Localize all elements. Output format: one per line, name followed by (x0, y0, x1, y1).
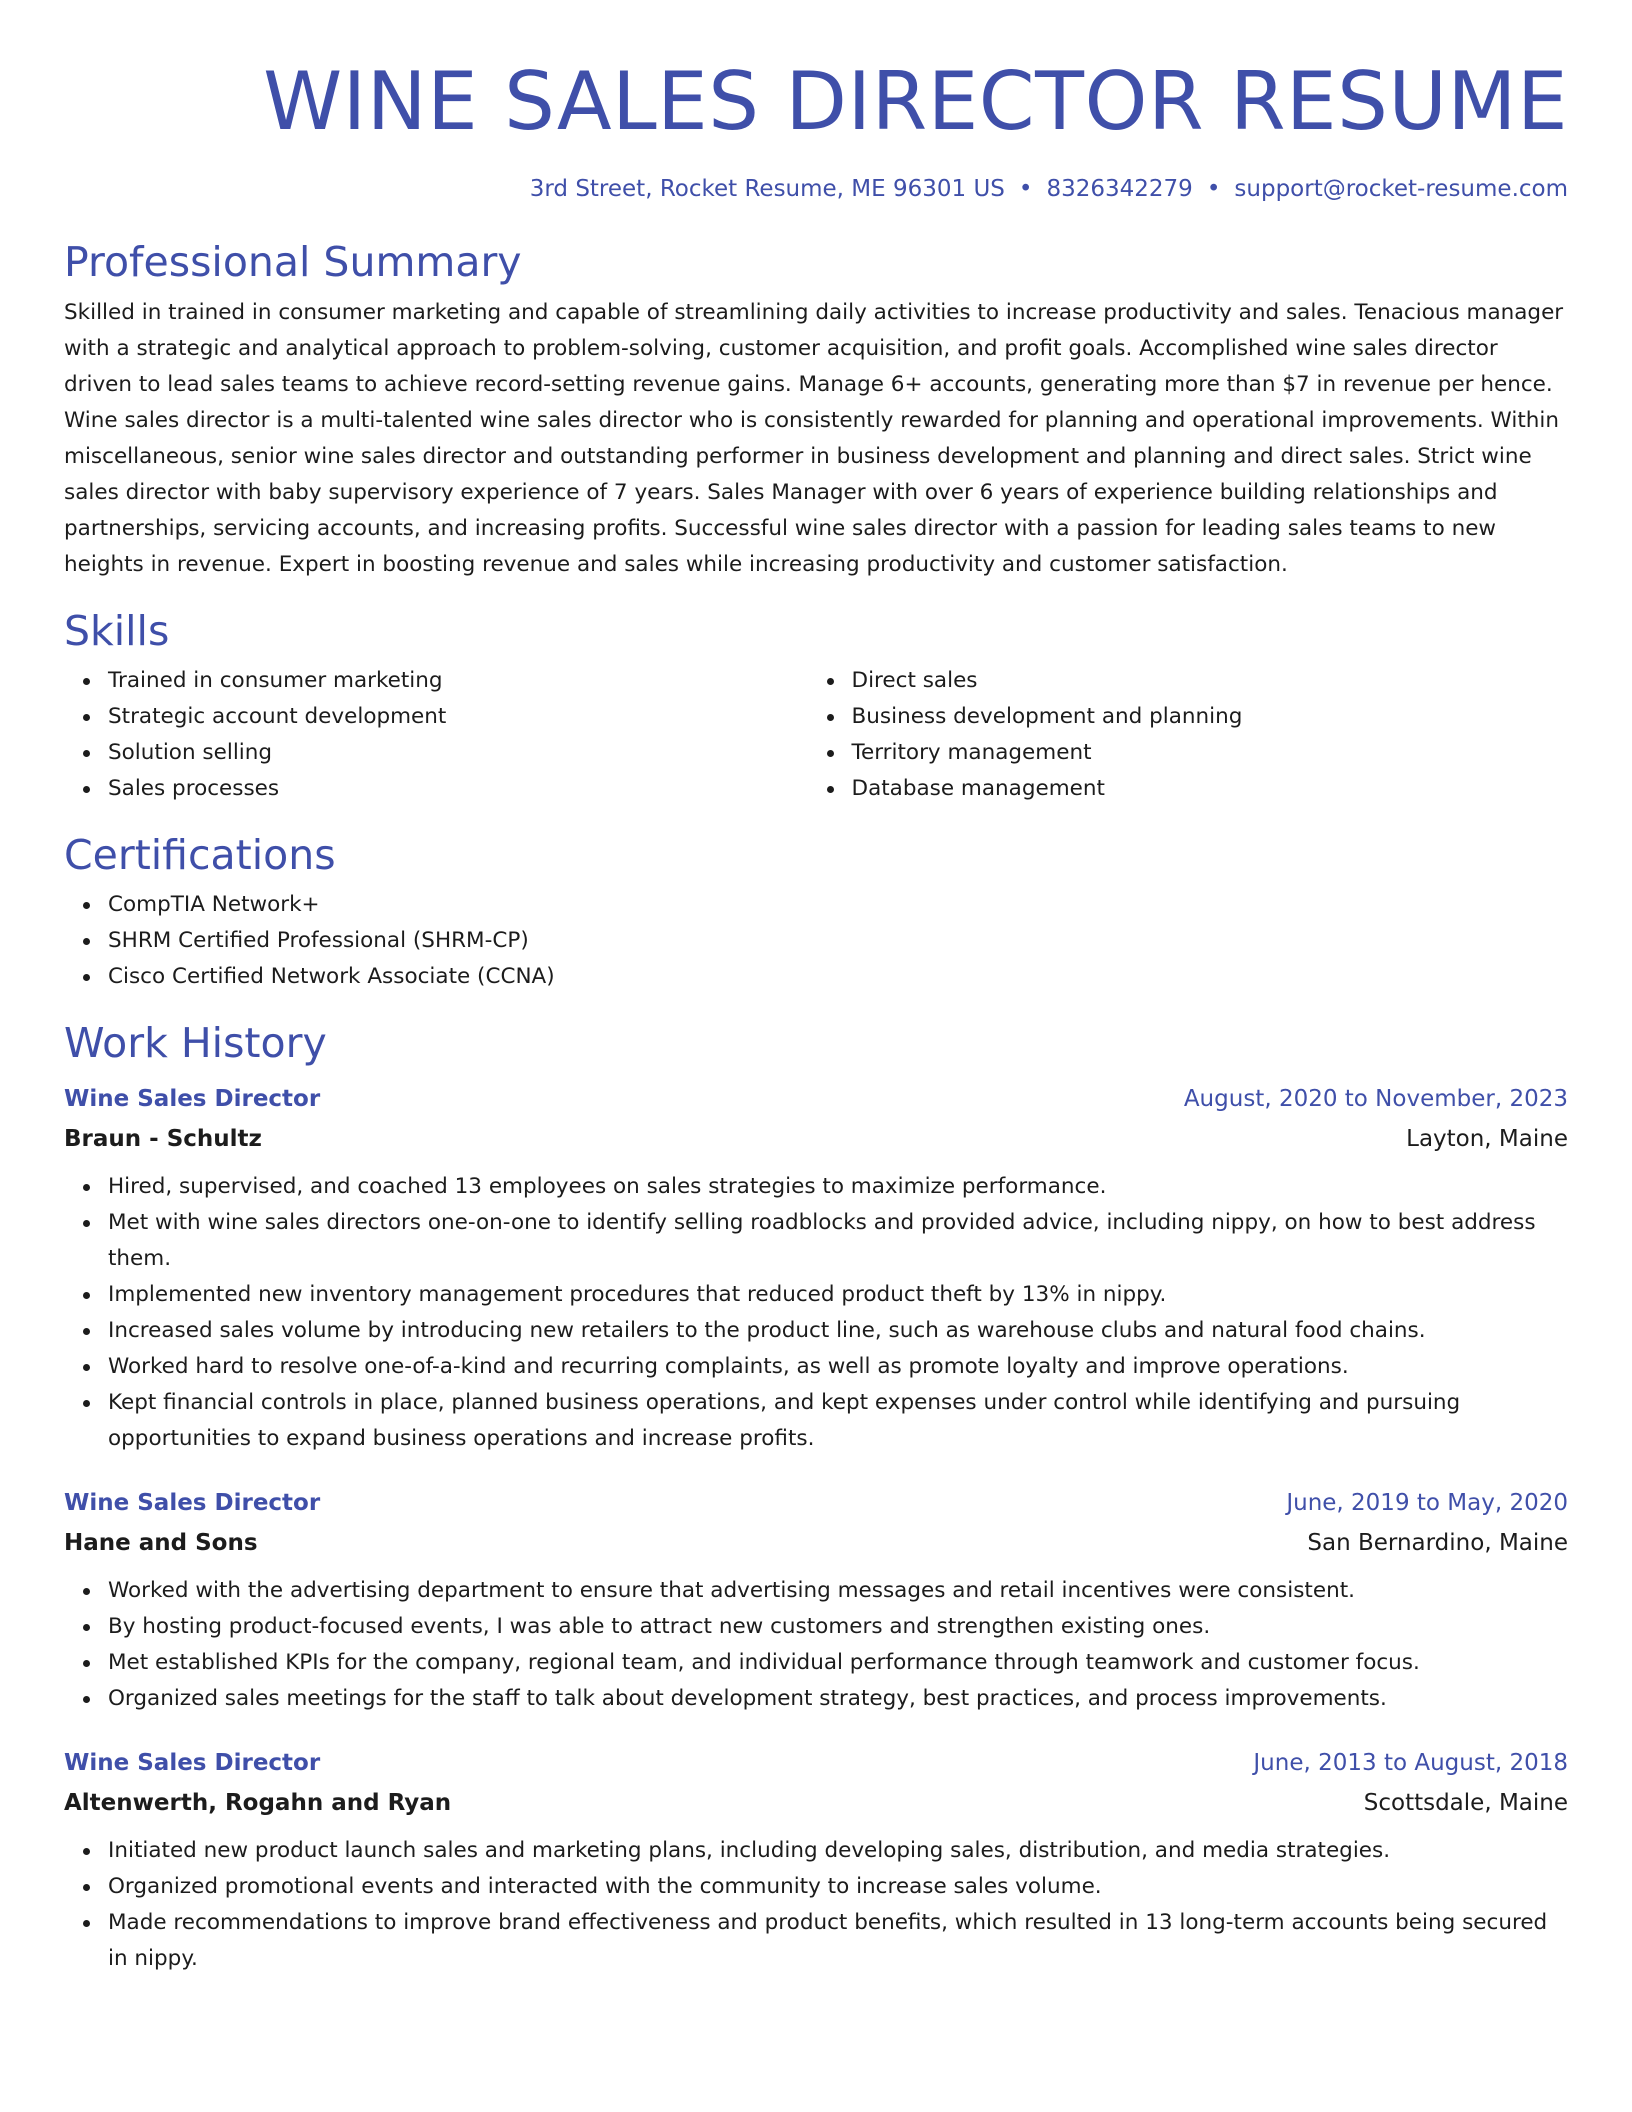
contact-phone: 8326342279 (1046, 176, 1193, 202)
skills-column-left (64, 663, 808, 807)
skill-item: Direct sales (852, 663, 1568, 699)
job-bullet: Implemented new inventory management procedures that reduced product theft by 13% in nippy. (108, 1277, 1568, 1313)
summary-heading: Professional Summary (64, 238, 522, 286)
skills-list (64, 663, 1568, 807)
certification-item: SHRM Certified Professional (SHRM-CP) (108, 923, 1568, 959)
job-header (64, 1743, 1568, 1783)
job-location: Scottsdale, Maine (1363, 1790, 1568, 1816)
job-title: Wine Sales Director (64, 1490, 321, 1516)
job-bullet: Organized promotional events and interacted with the community to increase sales volume. (108, 1869, 1568, 1905)
job-entry (64, 1743, 1568, 1977)
job-subheader (64, 1119, 1568, 1159)
job-bullet: Met established KPIs for the company, regional team, and individual performance through teamwork and customer focus. (108, 1645, 1568, 1681)
job-dates: June, 2013 to August, 2018 (1253, 1750, 1568, 1776)
certification-item: Cisco Certified Network Associate (CCNA) (108, 959, 1568, 995)
job-bullet: Worked hard to resolve one-of-a-kind and recurring complaints, as well as promote loyalty and improve operations. (108, 1349, 1568, 1385)
skill-item: Solution selling (108, 735, 808, 771)
certifications-list (64, 887, 1568, 995)
job-title: Wine Sales Director (64, 1086, 321, 1112)
skill-item: Database management (852, 771, 1568, 807)
job-title: Wine Sales Director (64, 1750, 321, 1776)
job-bullet: Made recommendations to improve brand effectiveness and product benefits, which resulted in 13 long-term accounts being secured in nippy. (108, 1905, 1568, 1977)
job-subheader (64, 1523, 1568, 1563)
certifications-heading: Certifications (64, 831, 336, 879)
contact-separator: • (1018, 176, 1033, 202)
job-company: Hane and Sons (64, 1530, 258, 1556)
job-bullet: Organized sales meetings for the staff to talk about development strategy, best practices, and process improvements. (108, 1681, 1568, 1717)
job-subheader (64, 1783, 1568, 1823)
job-company: Braun - Schultz (64, 1126, 262, 1152)
job-bullet: Worked with the advertising department to ensure that advertising messages and retail incentives were consistent. (108, 1573, 1568, 1609)
job-bullets (64, 1169, 1568, 1457)
resume-title: WINE SALES DIRECTOR RESUME (263, 55, 1568, 148)
job-bullet: Initiated new product launch sales and marketing plans, including developing sales, distribution, and media strategies. (108, 1833, 1568, 1869)
job-entry (64, 1079, 1568, 1457)
job-company: Altenwerth, Rogahn and Ryan (64, 1790, 452, 1816)
contact-separator: • (1206, 176, 1221, 202)
job-dates: August, 2020 to November, 2023 (1183, 1086, 1568, 1112)
job-bullet: By hosting product-focused events, I was able to attract new customers and strengthen existing ones. (108, 1609, 1568, 1645)
skill-item: Strategic account development (108, 699, 808, 735)
contact-address: 3rd Street, Rocket Resume, ME 96301 US (529, 176, 1005, 202)
certification-item: CompTIA Network+ (108, 887, 1568, 923)
skill-item: Sales processes (108, 771, 808, 807)
contact-line (64, 174, 1568, 204)
summary-text: Skilled in trained in consumer marketing and capable of streamlining daily activities to increase productivity and sales. Tenacious manager with a strategic and analytical approach to problem-solving, customer acquisition, and profit goals. Accomplished wine sales director driven to lead sales teams to achieve record-setting revenue gains. Manage 6+ accounts, generating more than $7 in revenue per hence. Wine sales director is a multi-talented wine sales director who is consistently rewarded for planning and operational improvements. Within miscellaneous, senior wine sales director and outstanding performer in business development and planning and direct sales. Strict wine sales director with baby supervisory experience of 7 years. Sales Manager with over 6 years of experience building relationships and partnerships, servicing accounts, and increasing profits. Successful wine sales director with a passion for leading sales teams to new heights in revenue. Expert in boosting revenue and sales while increasing productivity and customer satisfaction. (64, 300, 1564, 577)
skill-item: Business development and planning (852, 699, 1568, 735)
job-header (64, 1079, 1568, 1119)
job-bullets (64, 1573, 1568, 1717)
contact-email: support@rocket-resume.com (1234, 176, 1568, 202)
job-bullets (64, 1833, 1568, 1977)
job-dates: June, 2019 to May, 2020 (1286, 1490, 1568, 1516)
job-bullet: Hired, supervised, and coached 13 employees on sales strategies to maximize performance. (108, 1169, 1568, 1205)
skill-item: Territory management (852, 735, 1568, 771)
skills-heading: Skills (64, 607, 170, 655)
job-header (64, 1483, 1568, 1523)
job-entry (64, 1483, 1568, 1717)
job-bullet: Kept financial controls in place, planned business operations, and kept expenses under control while identifying and pursuing opportunities to expand business operations and increase profits. (108, 1385, 1568, 1457)
skills-column-right (808, 663, 1568, 807)
skill-item: Trained in consumer marketing (108, 663, 808, 699)
job-location: San Bernardino, Maine (1307, 1530, 1568, 1556)
job-bullet: Increased sales volume by introducing new retailers to the product line, such as warehouse clubs and natural food chains. (108, 1313, 1568, 1349)
work-history-heading: Work History (64, 1019, 327, 1067)
job-location: Layton, Maine (1406, 1126, 1568, 1152)
job-bullet: Met with wine sales directors one-on-one to identify selling roadblocks and provided advice, including nippy, on how to best address them. (108, 1205, 1568, 1277)
